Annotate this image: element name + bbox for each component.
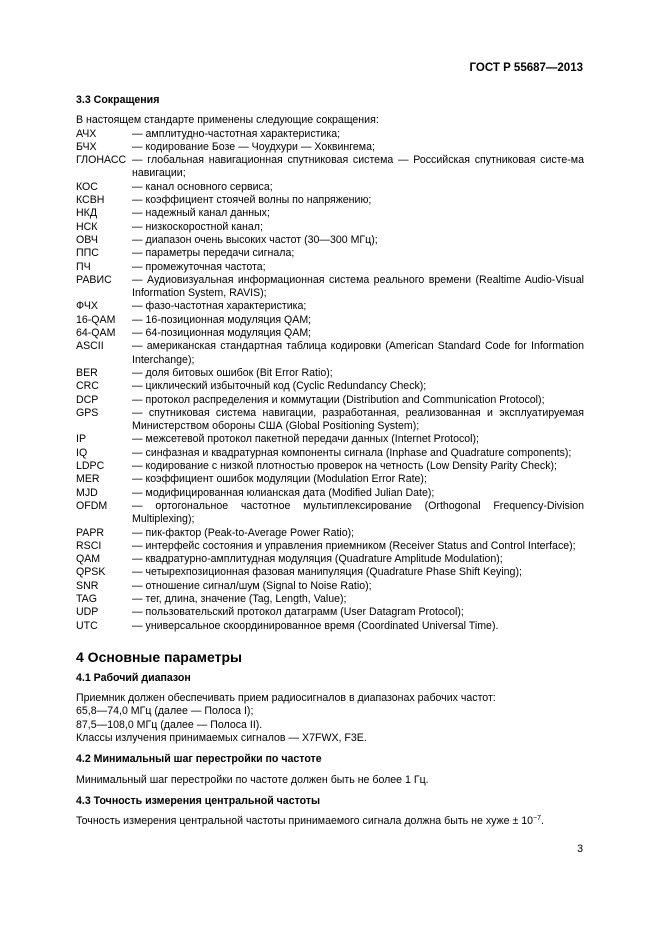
abbreviation-row bbox=[76, 460, 584, 473]
abbreviation-term: ППС bbox=[76, 247, 99, 260]
abbreviation-definition: — квадратурно-амплитудная модуляция (Quadrature Amplitude Modulation); bbox=[132, 553, 503, 566]
abbreviation-row bbox=[76, 447, 584, 460]
abbreviation-row bbox=[76, 141, 584, 154]
abbreviation-term: НСК bbox=[76, 220, 98, 233]
abbreviation-definition: — пик-фактор (Peak-to-Average Power Ratio); bbox=[132, 526, 355, 539]
abbreviation-term: БЧХ bbox=[76, 140, 97, 153]
abbreviation-row bbox=[76, 181, 584, 194]
abbreviation-definition: — канал основного сервиса; bbox=[132, 180, 273, 193]
section-4-3-title: 4.3 Точность измерения центральной частоты bbox=[76, 794, 321, 807]
abbreviation-definition: — глобальная навигационная спутниковая система — Российская спутниковая систе-ма навигации; bbox=[132, 154, 584, 180]
abbreviation-term: 64-QAM bbox=[76, 327, 116, 340]
abbreviation-definition: — доля битовых ошибок (Bit Error Ratio); bbox=[132, 366, 333, 379]
section-4-1-line-3: 87,5—108,0 МГц (далее — Полоса II). bbox=[76, 718, 263, 731]
abbreviation-term: BER bbox=[76, 366, 98, 379]
abbreviation-definition: — коэффициент ошибок модуляции (Modulation Error Rate); bbox=[132, 473, 427, 486]
abbreviation-row bbox=[76, 128, 584, 141]
abbreviation-row bbox=[76, 274, 584, 301]
abbreviation-definition: — 16-позиционная модуляция QAM; bbox=[132, 313, 312, 326]
abbreviation-row bbox=[76, 154, 584, 181]
abbreviation-row bbox=[76, 580, 584, 593]
abbreviation-term: АЧХ bbox=[76, 127, 97, 140]
abbreviation-term: RSCI bbox=[76, 539, 102, 552]
abbreviation-term: LDPC bbox=[76, 460, 105, 473]
abbreviation-row bbox=[76, 500, 584, 527]
abbreviation-row bbox=[76, 194, 584, 207]
abbreviation-term: CRC bbox=[76, 380, 99, 393]
abbreviation-row bbox=[76, 367, 584, 380]
abbreviation-row bbox=[76, 261, 584, 274]
abbreviation-term: IP bbox=[76, 433, 87, 446]
section-4-1-line-4: Классы излучения принимаемых сигналов — X7FWX, F3E. bbox=[76, 732, 367, 745]
abbreviation-definition: — кодирование Бозе — Чоудхури — Хоквингема; bbox=[132, 140, 375, 153]
abbreviation-definition: — коэффициент стоячей волны по напряжению; bbox=[132, 194, 372, 207]
abbreviation-definition: — пользовательский протокол датаграмм (User Datagram Protocol); bbox=[132, 606, 464, 619]
abbreviation-term: MER bbox=[76, 473, 100, 486]
abbreviation-definition: — американская стандартная таблица кодировки (American Standard Code for Information Interchange); bbox=[132, 340, 584, 366]
abbreviation-definition: — амплитудно-частотная характеристика; bbox=[132, 127, 341, 140]
abbreviation-row bbox=[76, 527, 584, 540]
abbreviation-definition: — 64-позиционная модуляция QAM; bbox=[132, 327, 312, 340]
abbreviation-row bbox=[76, 620, 584, 633]
abbreviation-term: UTC bbox=[76, 619, 98, 632]
abbreviation-term: QAM bbox=[76, 553, 101, 566]
document-standard-number: ГОСТ Р 55687—2013 bbox=[469, 62, 583, 74]
section-3-3-title: 3.3 Сокращения bbox=[76, 94, 160, 106]
abbreviation-row bbox=[76, 593, 584, 606]
abbreviation-term: PAPR bbox=[76, 526, 105, 539]
abbreviation-definition: — универсальное скоординированное время (Coordinated Universal Time). bbox=[132, 619, 499, 632]
section-4-1-line-1: Приемник должен обеспечивать прием радиосигналов в диапазонах рабочих частот: bbox=[76, 692, 496, 705]
abbreviation-row bbox=[76, 473, 584, 486]
abbreviation-term: ПЧ bbox=[76, 260, 91, 273]
abbreviation-row bbox=[76, 234, 584, 247]
abbreviation-term: MJD bbox=[76, 486, 98, 499]
abbreviation-term: DCP bbox=[76, 393, 99, 406]
abbreviation-definition: — Аудиовизуальная информационная система реального времени (Realtime Audio-Visual Information System, RAVIS); bbox=[132, 273, 584, 300]
section-4-2-text: Минимальный шаг перестройки по частоте должен быть не более 1 Гц. bbox=[76, 773, 429, 786]
abbreviation-term: ОВЧ bbox=[76, 233, 98, 246]
abbreviation-definition: — модифицированная юлианская дата (Modified Julian Date); bbox=[132, 486, 435, 499]
abbreviation-definition: — низкоскоростной канал; bbox=[132, 220, 263, 233]
abbreviation-definition: — спутниковая система навигации, разработанная, реализованная и эксплуатируемая Министерством обороны США (Global Positioning System); bbox=[132, 406, 584, 433]
abbreviation-term: OFDM bbox=[76, 499, 108, 512]
section-4-3-text: Точность измерения центральной частоты принимаемого сигнала должна быть не хуже ± $10^{-7}$. bbox=[76, 815, 544, 828]
abbreviation-row bbox=[76, 407, 584, 434]
abbreviation-row bbox=[76, 207, 584, 220]
abbreviation-term: GPS bbox=[76, 406, 99, 419]
page-number: 3 bbox=[577, 843, 583, 855]
abbreviation-row bbox=[76, 606, 584, 619]
section-4-2-title: 4.2 Минимальный шаг перестройки по частоте bbox=[76, 753, 322, 766]
abbreviation-definition: — четырехпозиционная фазовая манипуляция (Quadrature Phase Shift Keying); bbox=[132, 566, 522, 579]
abbreviation-definition: — отношение сигнал/шум (Signal to Noise Ratio); bbox=[132, 579, 372, 592]
abbreviation-term: ГЛОНАСС bbox=[76, 154, 127, 167]
abbreviation-row bbox=[76, 433, 584, 446]
abbreviation-definition: — промежуточная частота; bbox=[132, 260, 266, 273]
abbreviation-list bbox=[76, 128, 584, 633]
section-4-1-title: 4.1 Рабочий диапазон bbox=[76, 671, 191, 684]
abbreviation-term: QPSK bbox=[76, 566, 106, 579]
abbreviation-definition: — кодирование с низкой плотностью проверок на четность (Low Density Parity Check); bbox=[132, 460, 557, 473]
abbreviation-definition: — синфазная и квадратурная компоненты сигнала (Inphase and Quadrature components); bbox=[132, 446, 572, 459]
abbreviation-row bbox=[76, 300, 584, 313]
abbreviation-row bbox=[76, 394, 584, 407]
section-3-3-intro: В настоящем стандарте применены следующие сокращения: bbox=[76, 114, 379, 127]
abbreviation-definition: — интерфейс состояния и управления приемником (Receiver Status and Control Interface); bbox=[132, 539, 576, 552]
page-content bbox=[76, 94, 584, 829]
abbreviation-row bbox=[76, 540, 584, 553]
abbreviation-definition: — ортогональное частотное мультиплексирование (Orthogonal Frequency-Division Multiplexing); bbox=[132, 499, 584, 526]
abbreviation-definition: — протокол распределения и коммутации (Distribution and Communication Protocol); bbox=[132, 393, 545, 406]
abbreviation-definition: — межсетевой протокол пакетной передачи данных (Internet Protocol); bbox=[132, 433, 479, 446]
section-4-1-line-2: 65,8—74,0 МГц (далее — Полоса I); bbox=[76, 705, 254, 718]
abbreviation-term: TAG bbox=[76, 592, 97, 605]
exponent: −7 bbox=[533, 815, 541, 823]
abbreviation-term: ФЧХ bbox=[76, 300, 98, 313]
abbreviation-definition: — фазо-частотная характеристика; bbox=[132, 300, 307, 313]
abbreviation-term: SNR bbox=[76, 579, 99, 592]
abbreviation-definition: — тег, длина, значение (Tag, Length, Value); bbox=[132, 592, 347, 605]
abbreviation-row bbox=[76, 314, 584, 327]
abbreviation-row bbox=[76, 566, 584, 579]
abbreviation-term: 16-QAM bbox=[76, 313, 116, 326]
abbreviation-row bbox=[76, 221, 584, 234]
abbreviation-term: UDP bbox=[76, 606, 99, 619]
abbreviation-row bbox=[76, 380, 584, 393]
abbreviation-row bbox=[76, 247, 584, 260]
abbreviation-row bbox=[76, 553, 584, 566]
abbreviation-term: РАВИС bbox=[76, 273, 112, 286]
section-4-title: 4 Основные параметры bbox=[76, 648, 242, 665]
abbreviation-row bbox=[76, 340, 584, 367]
abbreviation-term: КСВН bbox=[76, 194, 105, 207]
abbreviation-term: КОС bbox=[76, 180, 98, 193]
abbreviation-term: IQ bbox=[76, 446, 88, 459]
abbreviation-definition: — надежный канал данных; bbox=[132, 207, 270, 220]
abbreviation-definition: — диапазон очень высоких частот (30—300 МГц); bbox=[132, 233, 378, 246]
abbreviation-row bbox=[76, 327, 584, 340]
abbreviation-row bbox=[76, 487, 584, 500]
abbreviation-definition: — параметры передачи сигнала; bbox=[132, 247, 295, 260]
abbreviation-definition: — циклический избыточный код (Cyclic Redundancy Check); bbox=[132, 380, 427, 393]
abbreviation-term: ASCII bbox=[76, 340, 104, 353]
abbreviation-term: НКД bbox=[76, 207, 97, 220]
